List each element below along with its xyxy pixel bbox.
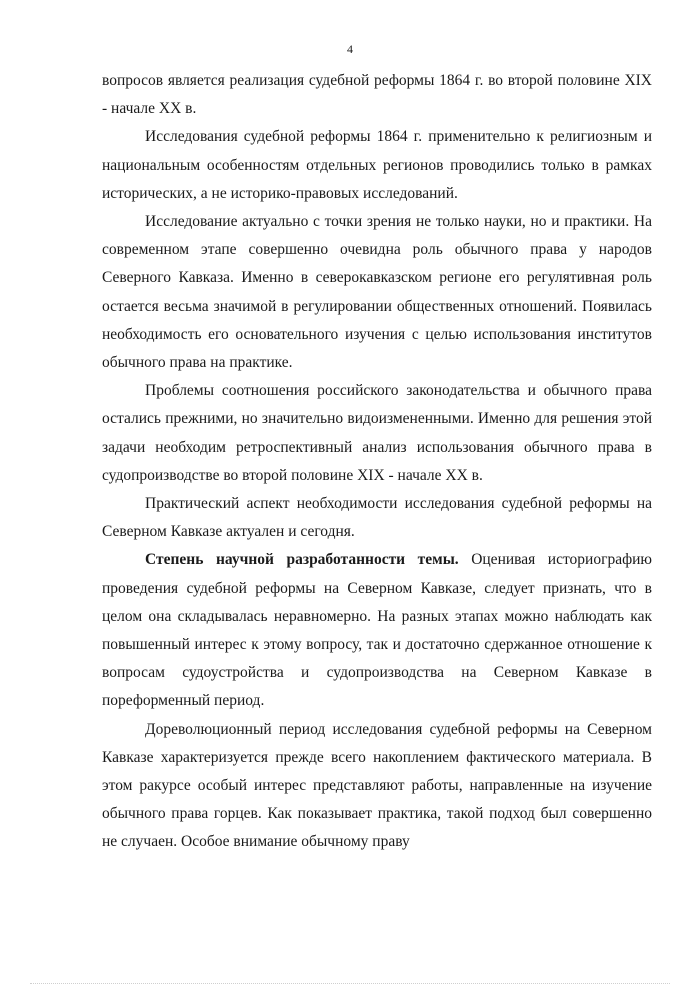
section-heading-inline: Степень научной разработанности темы. <box>145 551 459 569</box>
document-body <box>102 67 652 857</box>
paragraph-7: Дореволюционный период исследования судебной реформы на Северном Кавказе характеризуется прежде всего накоплением фактического материала. В этом ракурсе особый интерес представляют работы, направленные на изучение обычного права горцев. Как показывает практика, такой подход был совершенно не случаен. Особое внимание обычному праву <box>102 720 652 851</box>
scan-edge-divider <box>30 983 670 985</box>
paragraph-3: Исследование актуально с точки зрения не только науки, но и практики. На современном этапе совершенно очевидна роль обычного права у народов Северного Кавказа. Именно в северокавказском регионе его регулятивная роль остается весьма значимой в регулировании общественных отношений. Появилась необходимость его основательного изучения с целью использования институтов обычного права на практике. <box>102 213 652 372</box>
paragraph-5: Практический аспект необходимости исследования судебной реформы на Северном Кавказе актуален и сегодня. <box>102 495 652 541</box>
paragraph-2: Исследования судебной реформы 1864 г. применительно к религиозным и национальным особенностям отдельных регионов проводились только в рамках исторических, а не историко-правовых исследований. <box>102 128 652 202</box>
paragraph-6-text: Оценивая историографию проведения судебной реформы на Северном Кавказе, следует признать, что в целом она складывалась неравномерно. На разных этапах можно наблюдать как повышенный интерес к этому вопросу, так и достаточно сдержанное отношение к вопросам судоустройства и судопроизводства на Северном Кавказе в пореформенный период. <box>102 551 652 710</box>
paragraph-1: вопросов является реализация судебной реформы 1864 г. во второй половине XIX - начале XX в. <box>102 72 652 118</box>
paragraph-6 <box>102 546 652 715</box>
paragraph-4: Проблемы соотношения российского законодательства и обычного права остались прежними, но значительно видоизмененными. Именно для решения этой задачи необходим ретроспективный анализ использования обычного права в судопроизводстве во второй половине XIX - начале XX в. <box>102 382 652 484</box>
page-number: 4 <box>347 42 353 56</box>
